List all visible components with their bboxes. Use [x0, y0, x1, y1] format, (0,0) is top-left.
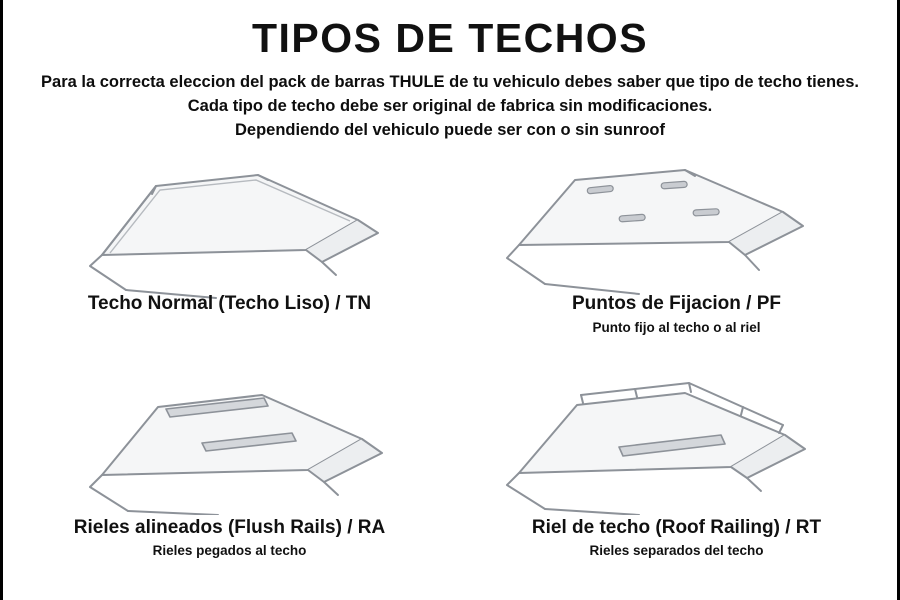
subtitle-block [3, 71, 897, 143]
car-roof-railing-icon [453, 365, 900, 515]
roof-type-caption-ra: Rieles alineados (Flush Rails) / RA [73, 517, 386, 538]
roof-type-caption-pf: Puntos de Fijacion / PF [571, 293, 782, 314]
car-roof-flush-rails-icon [6, 365, 453, 515]
roof-types-grid [6, 150, 900, 580]
roof-type-card-tn [6, 150, 453, 365]
roof-type-subcaption-ra: Rieles pegados al techo [152, 543, 307, 558]
page-title: TIPOS DE TECHOS [251, 15, 649, 61]
car-roof-fixpoint-icon [453, 150, 900, 300]
subtitle-line-3: Dependiendo del vehiculo puede ser con o sin sunroof [235, 120, 665, 139]
subtitle-line-2: Cada tipo de techo debe ser original de fabrica sin modificaciones. [187, 97, 713, 116]
roof-type-subcaption-rt: Rieles separados del techo [589, 543, 764, 558]
subtitle-line-1: Para la correcta eleccion del pack de barras THULE de tu vehiculo debes saber que tipo de techo tienes. [41, 73, 859, 92]
roof-type-caption-tn: Techo Normal (Techo Liso) / TN [87, 293, 372, 314]
roof-type-caption-rt: Riel de techo (Roof Railing) / RT [531, 517, 822, 538]
roof-type-card-pf [453, 150, 900, 365]
roof-type-subcaption-pf: Punto fijo al techo o al riel [592, 320, 761, 335]
roof-type-card-ra [6, 365, 453, 580]
roof-type-card-rt [453, 365, 900, 580]
car-roof-plain-icon [6, 150, 453, 300]
